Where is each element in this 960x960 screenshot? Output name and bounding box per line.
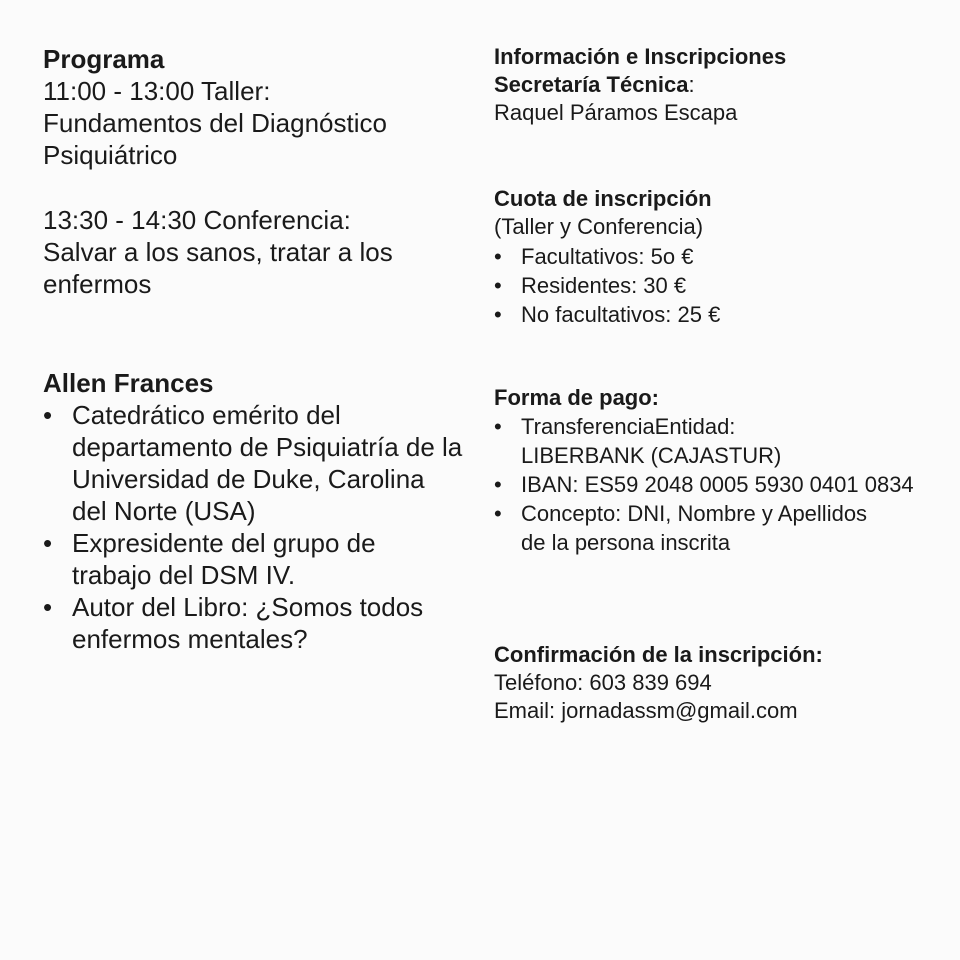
speaker-bio-text: Expresidente del grupo de trabajo del DSM IV. [72, 528, 376, 590]
fee-heading: Cuota de inscripción [494, 186, 712, 211]
bullet-icon: • [494, 244, 502, 269]
payment-item-text: TransferenciaEntidad: LIBERBANK (CAJASTUR) [521, 414, 782, 468]
bullet-icon: • [43, 400, 53, 430]
fee-item-text: Residentes: 30 € [521, 273, 687, 298]
bullet-icon: • [494, 472, 502, 497]
secretary-line [494, 71, 695, 99]
payment-heading: Forma de pago: [494, 385, 660, 410]
fee-item [494, 300, 944, 329]
bullet-icon: • [494, 273, 502, 298]
bullet-icon: • [43, 592, 53, 622]
fee-subheading: (Taller y Conferencia) [494, 214, 704, 239]
speaker-bio-item [43, 527, 392, 591]
bullet-icon: • [494, 501, 502, 526]
payment-item [494, 470, 941, 499]
program-item2-title-line1: Salvar a los sanos, tratar a los [43, 237, 393, 267]
payment-item [494, 499, 891, 557]
fee-list [494, 242, 944, 329]
bullet-icon: • [494, 302, 502, 327]
info-heading: Información e Inscripciones [494, 44, 787, 69]
payment-list [494, 412, 944, 557]
speaker-bio-text: Catedrático emérito del departamento de Psiquiatría de la Universidad de Duke, Carolina del Norte (USA) [72, 400, 463, 526]
secretary-colon: : [688, 72, 695, 97]
fee-item [494, 271, 944, 300]
speaker-bio-text: Autor del Libro: ¿Somos todos enfermos mentales? [72, 592, 424, 654]
secretary-label: Secretaría Técnica [494, 72, 689, 97]
program-item1-time: 11:00 - 13:00 Taller: [43, 76, 271, 106]
bullet-icon: • [43, 528, 53, 558]
confirmation-phone: Teléfono: 603 839 694 [494, 670, 712, 695]
bullet-icon: • [494, 414, 502, 439]
program-heading: Programa [43, 44, 165, 74]
speaker-bio-item [43, 591, 472, 655]
fee-item-text: No facultativos: 25 € [521, 302, 721, 327]
fee-item [494, 242, 944, 271]
speaker-name: Allen Frances [43, 368, 214, 398]
program-item2-title-line2: enfermos [43, 269, 152, 299]
program-item1-title-line2: Psiquiátrico [43, 140, 178, 170]
confirmation-heading: Confirmación de la inscripción: [494, 642, 823, 667]
program-item2-time: 13:30 - 14:30 Conferencia: [43, 205, 351, 235]
confirmation-email: Email: jornadassm@gmail.com [494, 698, 798, 723]
secretary-name: Raquel Páramos Escapa [494, 100, 738, 125]
payment-item-text: IBAN: ES59 2048 0005 5930 0401 0834 [521, 472, 914, 497]
payment-item [494, 412, 821, 470]
speaker-bio-item [43, 399, 463, 527]
fee-item-text: Facultativos: 5o € [521, 244, 694, 269]
program-item1-title-line1: Fundamentos del Diagnóstico [43, 108, 387, 138]
payment-item-text: Concepto: DNI, Nombre y Apellidos de la persona inscrita [521, 501, 868, 555]
speaker-bio-list [43, 399, 463, 655]
